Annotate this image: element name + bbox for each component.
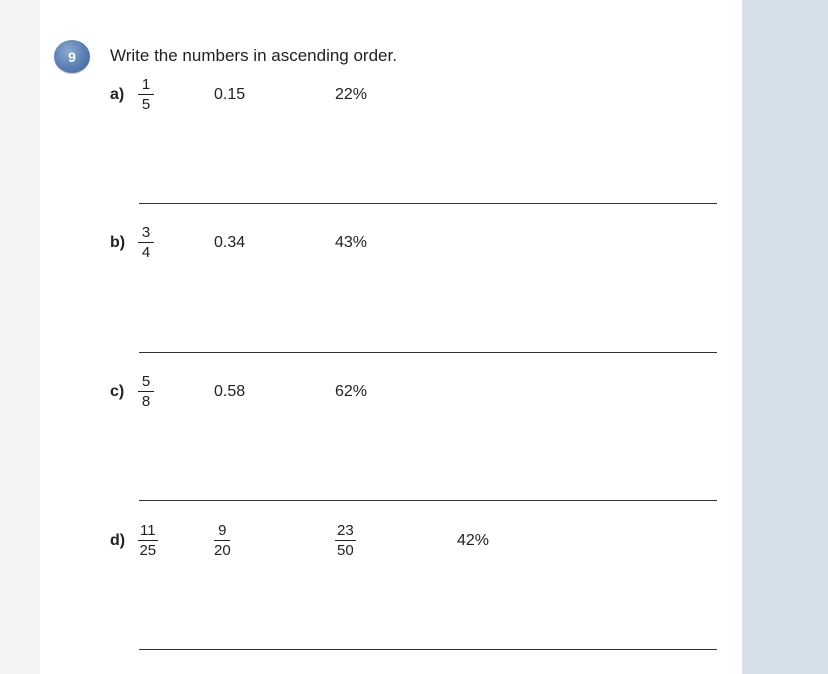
decimal-item: 0.15 (214, 86, 246, 103)
fraction-item (138, 76, 154, 113)
part-label: b) (110, 234, 126, 251)
percent-item: 62% (335, 383, 368, 400)
fraction-item (138, 373, 154, 410)
part-label: a) (110, 86, 125, 103)
right-margin-panel (742, 0, 828, 674)
question-number-badge: 9 (54, 40, 90, 73)
fraction-item (138, 522, 158, 559)
decimal-item: 0.58 (214, 383, 246, 400)
fraction-item (138, 224, 154, 261)
fraction-denominator: 25 (139, 542, 157, 559)
answer-line[interactable] (139, 649, 717, 650)
answer-line[interactable] (139, 500, 717, 501)
answer-line[interactable] (139, 203, 717, 204)
percent-item: 43% (335, 234, 368, 251)
part-label: c) (110, 383, 125, 400)
percent-item: 42% (457, 532, 490, 549)
fraction-numerator: 5 (138, 373, 154, 392)
fraction-numerator: 11 (140, 522, 156, 539)
fraction-numerator: 3 (138, 224, 154, 243)
question-instruction: Write the numbers in ascending order. (110, 46, 397, 65)
fraction-numerator: 23 (337, 522, 354, 539)
fraction-item (335, 522, 356, 559)
fraction-numerator: 1 (138, 76, 154, 95)
fraction-numerator: 9 (214, 522, 230, 541)
fraction-denominator: 50 (337, 542, 354, 559)
percent-item: 22% (335, 86, 368, 103)
decimal-item: 0.34 (214, 234, 246, 251)
fraction-denominator: 5 (141, 96, 151, 113)
fraction-denominator: 4 (141, 244, 151, 261)
answer-line[interactable] (139, 352, 717, 353)
fraction-denominator: 8 (141, 393, 151, 410)
fraction-item (214, 522, 231, 559)
part-label: d) (110, 532, 126, 549)
fraction-denominator: 20 (214, 542, 231, 559)
